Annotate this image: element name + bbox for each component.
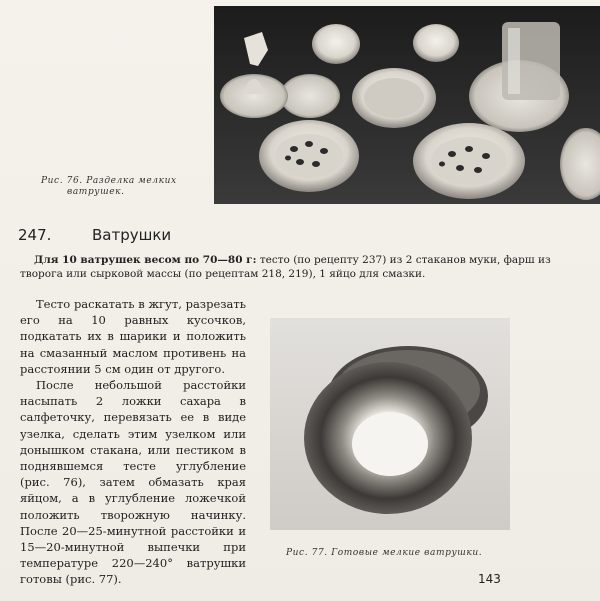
recipe-number: 247. [18,226,52,244]
figure-77-caption: Рис. 77. Готовые мелкие ватрушки. [286,548,483,558]
figure-76-photo [214,6,600,204]
ingredients-lead: Для 10 ватрушек весом по 70—80 г: [34,254,257,266]
figure-76-caption [41,176,201,198]
figure-76-caption-line2: ватрушек. [67,187,125,197]
page-number: 143 [478,572,501,586]
ingredients-paragraph [20,253,580,281]
figure-77-photo [270,318,510,530]
ingredients-text: тесто (по рецепту 237) из 2 стаканов муки, фарш из творога или сырковой массы (по рецептам 218, 219), 1 яйцо для смазки. [20,254,551,280]
figure-76-caption-line1: Рис. 76. Разделка мелких [41,176,177,186]
vatrushki-preparation-image [214,6,600,204]
instruction-paragraph-2: После небольшой расстойки насыпать 2 ложки сахара в салфеточку, перевязать ее в виде узелка, сделать этим узелком или донышком стакана, или пестиком в поднявшемся тесте углубление (рис. 76), затем обмазать края яйцом, а в углубление ложечкой положить творожную начинку. После 20—25-минутной расстойки и 15—20-минутной выпечки при температуре 220—240° ватрушки готовы (рис. 77). [20,378,246,587]
recipe-title: Ватрушки [92,226,172,244]
instruction-paragraph-1: Тесто раскатать в жгут, разрезать его на 10 равных кусочков, подкатать их в шарики и положить на смазанный маслом противень на расстоянии 5 см один от другого. [20,297,246,376]
recipe-instructions [20,296,246,588]
finished-vatrushki-image [270,318,510,530]
